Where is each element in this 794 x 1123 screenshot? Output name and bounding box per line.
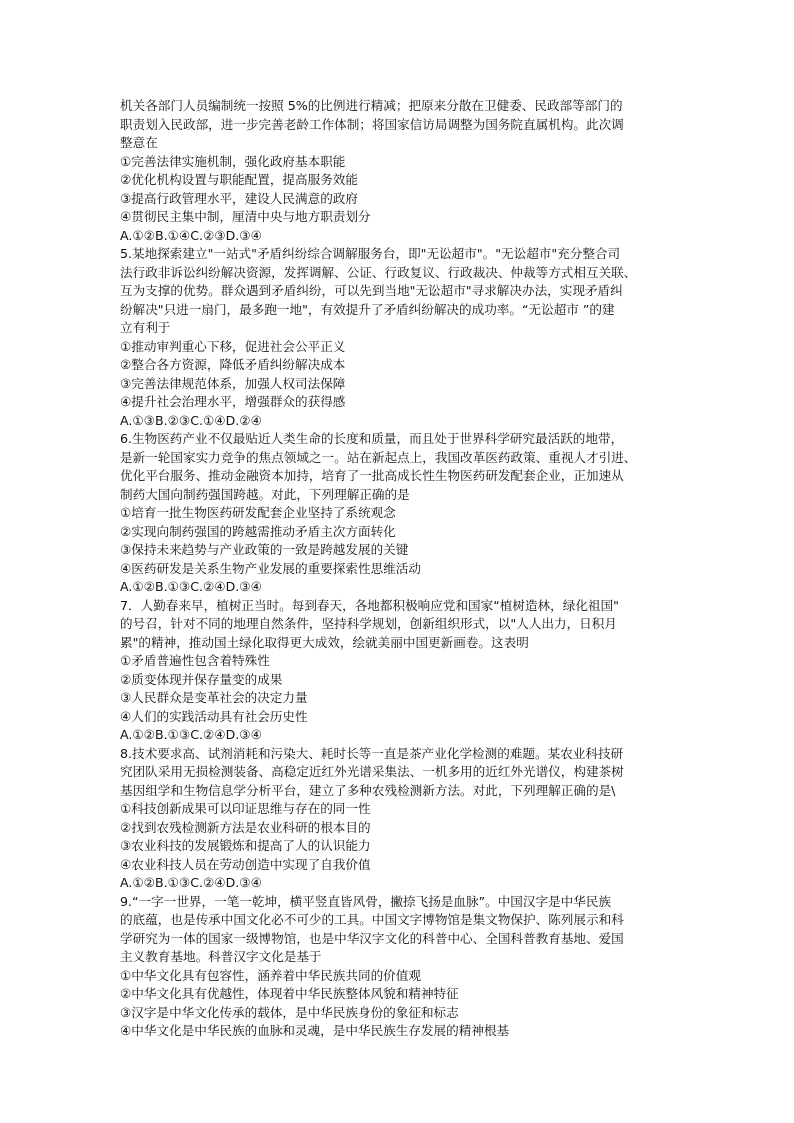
q6-options-line: ②实现向制药强国的跨越需推动矛盾主次方面转化: [120, 523, 396, 539]
q4-stem: [120, 97, 686, 153]
q5-options: [120, 338, 686, 412]
q5-options-line: ①推动审判重心下移，促进社会公平正义: [120, 338, 346, 354]
q5-stem-line: 互为支撑的优势。群众遇到矛盾纠纷，可以先到当地"无讼超市"寻求解决办法，实现矛盾纠: [120, 283, 623, 298]
q6-options: [120, 504, 686, 578]
q7-answers: [120, 726, 686, 745]
q6-options-line: ④医药研发是关系生物产业发展的重要探索性思维活动: [120, 560, 421, 576]
q5-stem-line: 纷解决"只进一扇门，最多跑一地"，有效提升了矛盾纠纷解决的成功率。“无讼超市 ”的建: [120, 301, 615, 317]
q5-stem-line: 5.某地探索建立"一站式"矛盾纠纷综合调解服务台，即"无讼超市"。"无讼超市"充分整合司: [120, 246, 621, 261]
q8-stem-line: 究团队采用无损检测装备、高稳定近红外光谱采集法、一机多用的近红外光谱仪，构建茶树: [120, 764, 624, 779]
q8-answers: [120, 874, 686, 893]
q8-stem: [120, 745, 686, 801]
q4-options-line: ④贯彻民主集中制，厘清中央与地方职责划分: [120, 209, 371, 224]
q5-options-line: ②整合各方资源，降低矛盾纠纷解决成本: [120, 357, 346, 372]
q8-options-line: ③农业科技的发展锻炼和提高了人的认识能力: [120, 838, 371, 853]
q9-options-line: ④中华文化是中华民族的血脉和灵魂，是中华民族生存发展的精神根基: [120, 1023, 510, 1038]
q4-stem-line: 职责划入民政部，进一步完善老龄工作体制；将国家信访局调整为国务院直属机构。此次调: [120, 116, 624, 132]
q7-stem: [120, 597, 686, 653]
q9-stem-line: 的底蕴，也是传承中国文化必不可少的工具。中国文字博物馆是集文物保护、陈列展示和科: [120, 912, 624, 927]
q8-options-line: ①科技创新成果可以印证思维与存在的同一性: [120, 801, 371, 816]
q6-stem-line: 制药大国向制药强国跨越。对此，下列理解正确的是: [120, 486, 410, 502]
q8-stem-line: 8.技术要求高、试剂消耗和污染大、耗时长等一直是茶产业化学检测的难题。某农业科技研: [120, 745, 624, 761]
q8-answers-line: A.①②B.①③C.②④D.③④: [120, 875, 262, 890]
q6-options-line: ①培育一批生物医药研发配套企业坚持了系统观念: [120, 505, 396, 520]
q7-stem-line: 累"的精神，推动国土绿化取得更大成效，绘就美丽中国更新画卷。这表明: [120, 634, 529, 650]
q4-options-line: ②优化机构设置与职能配置，提高服务效能: [120, 172, 358, 187]
q8-options-line: ④农业科技人员在劳动创造中实现了自我价值: [120, 856, 371, 872]
q4-stem-line: 整意在: [120, 135, 158, 150]
exam-text: [120, 97, 686, 1041]
q5-options-line: ③完善法律规范体系，加强人权司法保障: [120, 375, 346, 391]
q7-stem-line: 的号召，针对不同的地理自然条件，坚持科学规划，创新组织形式，以"人人出力，日积月: [120, 616, 617, 631]
q5-options-line: ④提升社会治理水平，增强群众的获得感: [120, 394, 346, 409]
q6-stem-line: 优化平台服务、推动金融资本加持，培育了一批高成长性生物医药研发配套企业，正加速从: [120, 468, 624, 483]
q5-stem-line: 立有利于: [120, 320, 171, 335]
q7-options-line: ④人们的实践活动具有社会历史性: [120, 708, 308, 724]
q5-answers: [120, 412, 686, 431]
q9-options-line: ②中华文化具有优越性，体现着中华民族整体风貌和精神特征: [120, 986, 459, 1001]
q7-answers-line: A.①②B.①③C.②④D.③④: [120, 727, 262, 742]
q9-stem-line: 学研究为一体的国家一级博物馆，也是中华汉字文化的科普中心、全国科普教育基地、爱国: [120, 930, 624, 946]
q7-options: [120, 652, 686, 726]
q7-options-line: ①矛盾普遍性包含着特殊性: [120, 653, 270, 668]
q6-options-line: ③保持未来趋势与产业政策的一致是跨越发展的关键: [120, 542, 409, 557]
q4-options-line: ①完善法律实施机制，强化政府基本职能: [120, 153, 346, 169]
q6-stem-line: 是新一轮国家实力竞争的焦点领域之一。站在新起点上，我国改革医药政策、重视人才引进、: [120, 449, 637, 465]
q4-answers: [120, 227, 686, 246]
q5-stem: [120, 245, 686, 338]
q4-answers-line: A.①②B.①④C.②③D.③④: [120, 227, 262, 243]
q4-stem-line: 机关各部门人员编制统一按照 5%的比例进行精减；把原来分散在卫健委、民政部等部门的: [120, 98, 623, 113]
q7-stem-line: 7．人勤春来早，植树正当时。每到春天，各地都积极响应党和国家“植树造林，绿化祖国": [120, 597, 619, 613]
q6-answers: [120, 578, 686, 597]
q7-options-line: ②质变体现并保存量变的成果: [120, 671, 283, 687]
q8-options: [120, 800, 686, 874]
q6-stem: [120, 430, 686, 504]
q7-options-line: ③人民群众是变革社会的决定力量: [120, 690, 308, 705]
q8-options-line: ②找到农残检测新方法是农业科研的根本目的: [120, 819, 371, 835]
q9-stem-line: 主义教育基地。科普汉字文化是基于: [120, 949, 322, 964]
q6-answers-line: A.①②B.①③C.②④D.③④: [120, 579, 262, 594]
q4-options: [120, 153, 686, 227]
q6-stem-line: 6.生物医药产业不仅最贴近人类生命的长度和质量，而且处于世界科学研究最活跃的地带，: [120, 431, 624, 446]
q9-stem: [120, 893, 686, 967]
q4-options-line: ③提高行政管理水平，建设人民满意的政府: [120, 190, 358, 206]
q5-stem-line: 法行政非诉讼纠纷解决资源，发挥调解、公证、行政复议、行政裁决、仲裁等方式相互关联、: [120, 264, 637, 280]
q9-options: [120, 967, 686, 1041]
q9-options-line: ①中华文化具有包容性，涵养着中华民族共同的价值观: [120, 967, 421, 983]
q5-answers-line: A.①③B.②③C.①④D.②④: [120, 412, 262, 428]
q9-stem-line: 9.“一字一世界，一笔一乾坤，横平竖直皆风骨，撇捺飞扬是血脉”。中国汉字是中华民族: [120, 893, 612, 909]
q9-options-line: ③汉字是中华文化传承的载体，是中华民族身份的象征和标志: [120, 1004, 459, 1020]
q8-stem-line: 基因组学和生物信息学分析平台，建立了多种农残检测新方法。对此，下列理解正确的是\: [120, 782, 616, 798]
